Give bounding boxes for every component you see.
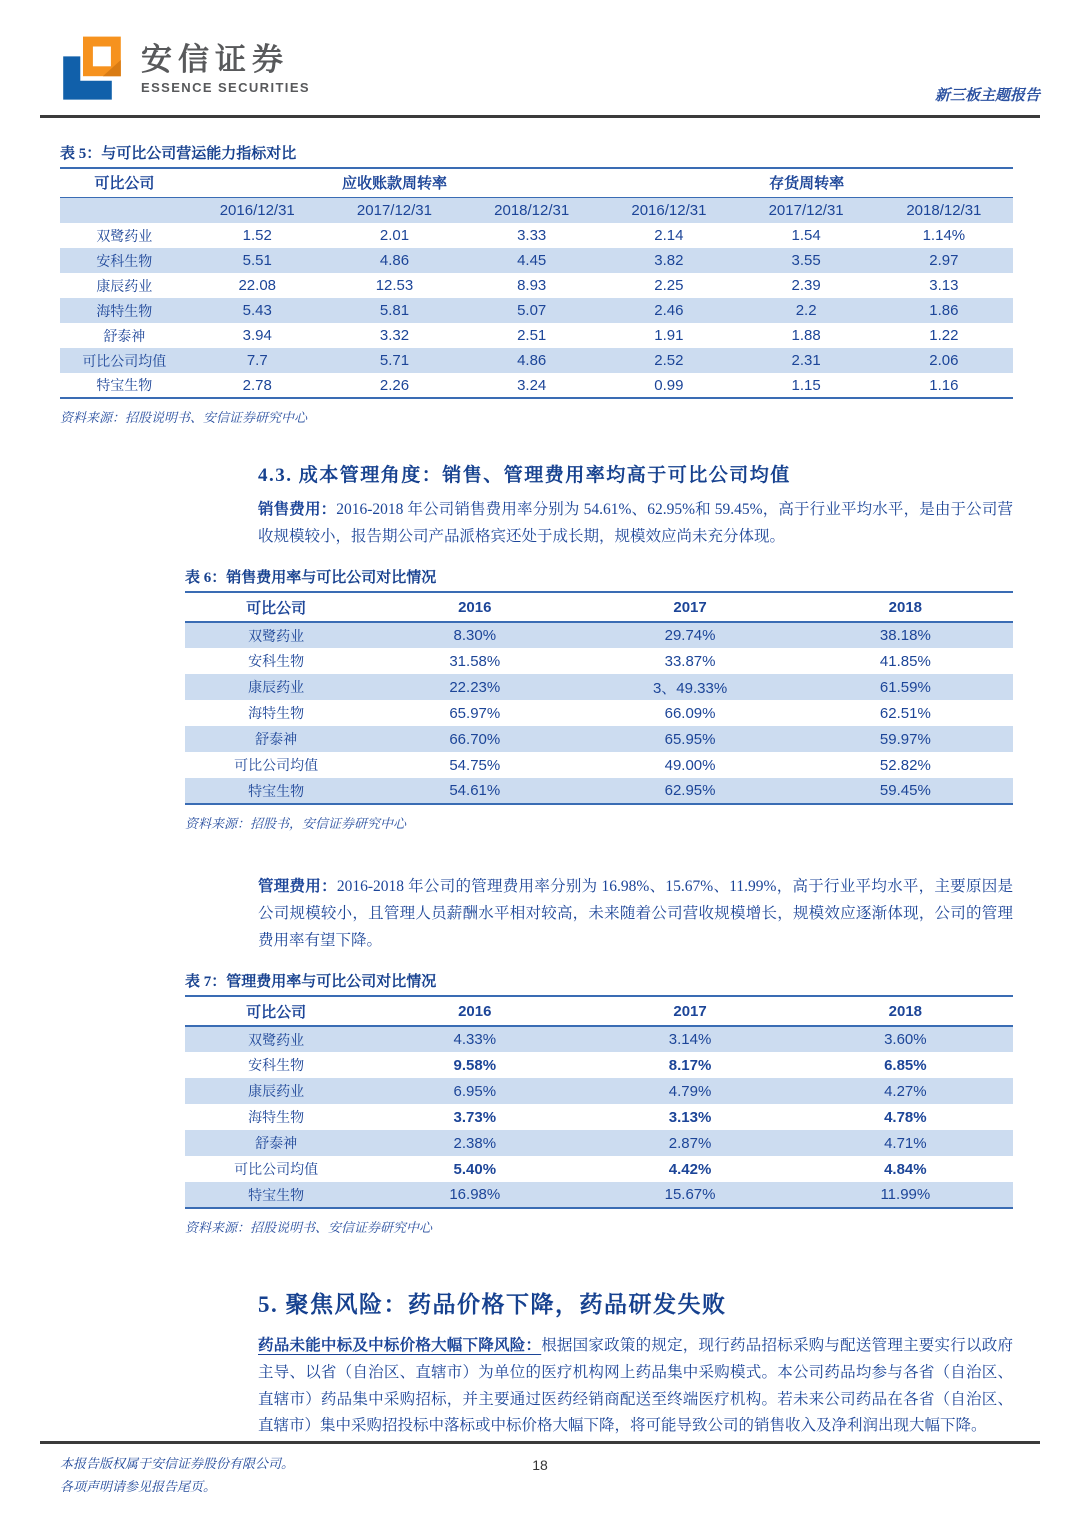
company-name-cell: 海特生物 [96, 304, 153, 320]
company-name-cell: 康辰药业 [248, 681, 305, 697]
value-cell: 12.53 [375, 277, 414, 294]
value-cell: 1.15 [791, 376, 821, 394]
table-row [185, 1026, 1013, 1052]
paragraph-body: 2016-2018 年公司的管理费用率分别为 16.98%、15.67%、11.99%，高于行业平均水平，主要原因是公司规模较小，且管理人员薪酬水平相对较高，未来随着公司营收规模增长，规模效应逐渐体现，公司的管理费用率有望下降。 [258, 878, 1013, 949]
company-name-cell: 可比公司均值 [82, 354, 167, 370]
table7-section [185, 970, 1013, 1236]
value-cell: 1.88 [791, 327, 821, 344]
value-cell: 0.99 [654, 376, 684, 394]
table5-body [60, 223, 1013, 398]
value-cell: 65.97% [449, 704, 501, 722]
table-row [185, 778, 1013, 804]
table-row [185, 1130, 1013, 1156]
value-cell: 16.98% [449, 1186, 501, 1204]
value-cell: 61.59% [879, 678, 931, 696]
section-4-3-heading: 4.3. 成本管理角度：销售、管理费用率均高于可比公司均值 [258, 465, 791, 486]
empty-header-cell [60, 197, 189, 223]
risk-paragraph-lead: 药品未能中标及中标价格大幅下降风险： [258, 1337, 542, 1355]
year-header: 2018 [798, 592, 1013, 622]
value-cell: 4.78% [884, 1108, 927, 1126]
table5-date-header-row [60, 197, 1013, 223]
value-cell: 3.14% [668, 1031, 712, 1049]
value-cell: 29.74% [664, 627, 716, 645]
value-cell: 4.33% [453, 1031, 497, 1049]
paragraph-lead: 管理费用： [258, 878, 337, 896]
company-name-cell: 特宝生物 [248, 784, 305, 800]
year-header: 2016 [367, 592, 582, 622]
value-cell: 1.16 [929, 376, 959, 394]
company-name-cell: 康辰药业 [248, 1085, 305, 1101]
column-header: 可比公司 [185, 592, 367, 622]
value-cell: 59.97% [879, 730, 931, 748]
value-cell: 52.82% [879, 756, 931, 774]
table-row [185, 1182, 1013, 1208]
value-cell: 2.38% [453, 1134, 497, 1152]
table7-body [185, 1026, 1013, 1208]
table6 [185, 591, 1013, 805]
value-cell: 3.13% [668, 1108, 712, 1126]
table-row [60, 223, 1013, 248]
value-cell: 66.09% [664, 704, 716, 722]
company-name-cell: 安科生物 [96, 254, 153, 270]
value-cell: 1.14% [922, 227, 966, 244]
value-cell: 1.91 [654, 327, 684, 344]
value-cell: 3.32 [379, 327, 410, 344]
date-header: 2017/12/31 [326, 197, 463, 223]
value-cell: 11.99% [880, 1186, 931, 1204]
table-row [60, 348, 1013, 373]
value-cell: 7.7 [246, 352, 268, 369]
date-header: 2018/12/31 [463, 197, 600, 223]
report-content [60, 118, 1013, 1440]
company-name-cell: 特宝生物 [248, 1188, 305, 1204]
table7 [185, 995, 1013, 1209]
value-cell: 6.85% [884, 1056, 927, 1074]
value-cell: 38.18% [879, 627, 931, 645]
value-cell: 2.52 [654, 352, 684, 369]
page-footer [40, 1441, 1040, 1499]
company-name-cell: 双鹭药业 [248, 629, 305, 645]
value-cell: 2.14 [654, 227, 684, 244]
table-row [60, 273, 1013, 298]
risk-paragraph [258, 1333, 1013, 1440]
column-group-header: 应收账款周转率 [189, 168, 601, 197]
brand-text [141, 43, 310, 95]
value-cell: 9.58% [453, 1056, 497, 1074]
value-cell: 2.78 [242, 376, 272, 394]
value-cell: 2.25 [654, 277, 684, 294]
value-cell: 2.31 [791, 352, 821, 369]
value-cell: 3.24 [517, 376, 547, 394]
admin-expense-paragraph [258, 874, 1013, 954]
value-cell: 41.85% [879, 652, 931, 670]
table-row [185, 1078, 1013, 1104]
column-header: 可比公司 [185, 996, 367, 1026]
value-cell: 8.17% [668, 1056, 712, 1074]
company-name-cell: 舒泰神 [255, 1137, 298, 1153]
table-row [185, 752, 1013, 778]
value-cell: 2.39 [791, 277, 821, 294]
value-cell: 8.30% [453, 627, 497, 645]
value-cell: 2.51 [517, 327, 547, 344]
value-cell: 5.81 [379, 302, 410, 319]
value-cell: 33.87% [664, 652, 716, 670]
date-header: 2016/12/31 [600, 197, 737, 223]
table7-title: 表 7：管理费用率与可比公司对比情况 [185, 974, 437, 991]
year-header: 2016 [367, 996, 582, 1026]
value-cell: 1.86 [929, 302, 959, 319]
brand-name-cn: 安信证券 [141, 41, 289, 77]
table-row [185, 1052, 1013, 1078]
table5-source: 资料来源：招股说明书、安信证券研究中心 [60, 410, 308, 425]
company-name-cell: 可比公司均值 [234, 759, 319, 775]
value-cell: 54.75% [449, 756, 501, 774]
section-5-heading: 5. 聚焦风险：药品价格下降，药品研发失败 [258, 1292, 727, 1318]
value-cell: 3.55 [791, 252, 821, 269]
table-row [60, 248, 1013, 273]
value-cell: 4.45 [517, 252, 547, 269]
section-5 [258, 1286, 1013, 1440]
page-header [40, 0, 1040, 118]
year-header: 2017 [582, 996, 797, 1026]
value-cell: 2.87% [668, 1134, 712, 1152]
value-cell: 6.95% [453, 1082, 497, 1100]
date-header: 2018/12/31 [875, 197, 1013, 223]
company-name-cell: 安科生物 [248, 655, 305, 671]
value-cell: 4.79% [668, 1082, 712, 1100]
risk-paragraph-body: 根据国家政策的规定，现行药品招标采购与配送管理主要实行以政府主导、以省（自治区、直辖市）为单位的医疗机构网上药品集中采购模式。本公司药品均参与各省（自治区、直辖市）药品集中采购招标，并主要通过医药经销商配送至终端医疗机构。若未来公司药品在各省（自治区、直辖市）集中采购招投标中落标或中标价格大幅下降，将可能导致公司的销售收入及净利润出现大幅下降。 [258, 1337, 1013, 1435]
value-cell: 66.70% [449, 730, 501, 748]
value-cell: 8.93 [517, 277, 547, 294]
value-cell: 2.97 [929, 252, 959, 269]
table7-header-row [185, 996, 1013, 1026]
company-name-cell: 海特生物 [248, 707, 305, 723]
table-row [185, 648, 1013, 674]
value-cell: 3.13 [929, 277, 959, 294]
value-cell: 15.67% [664, 1186, 716, 1204]
value-cell: 5.40% [453, 1160, 497, 1178]
column-header: 可比公司 [60, 168, 189, 197]
value-cell: 5.43 [242, 302, 272, 319]
value-cell: 3.82 [654, 252, 684, 269]
company-name-cell: 特宝生物 [96, 379, 153, 394]
footer-line2: 各项声明请参见报告尾页。 [60, 1478, 217, 1494]
report-type-label: 新三板主题报告 [934, 88, 1040, 104]
company-name-cell: 双鹭药业 [96, 229, 153, 245]
company-name-cell: 海特生物 [248, 1111, 305, 1127]
table5-title: 表 5：与可比公司营运能力指标对比 [60, 146, 297, 162]
table-row [185, 674, 1013, 700]
brand-logo [40, 32, 310, 106]
year-header: 2017 [582, 592, 797, 622]
value-cell: 65.95% [664, 730, 716, 748]
value-cell: 1.54 [791, 227, 821, 244]
table5 [60, 167, 1013, 399]
table6-title: 表 6：销售费用率与可比公司对比情况 [185, 570, 437, 587]
table-row [185, 726, 1013, 752]
value-cell: 49.00% [664, 756, 716, 774]
value-cell: 31.58% [449, 652, 501, 670]
essence-securities-logo-icon [56, 32, 128, 106]
table-row [185, 1156, 1013, 1182]
table6-body [185, 622, 1013, 804]
table-row [185, 700, 1013, 726]
value-cell: 3.73% [453, 1108, 497, 1126]
value-cell: 5.51 [242, 252, 272, 269]
page-number: 18 [532, 1457, 548, 1473]
value-cell: 4.86 [379, 252, 410, 269]
company-name-cell: 可比公司均值 [234, 1163, 319, 1179]
year-header: 2018 [798, 996, 1013, 1026]
value-cell: 62.95% [664, 782, 716, 800]
company-name-cell: 舒泰神 [103, 329, 146, 345]
value-cell: 3.94 [242, 327, 272, 344]
value-cell: 54.61% [449, 782, 501, 800]
date-header: 2016/12/31 [189, 197, 326, 223]
table6-section [185, 566, 1013, 832]
value-cell: 3、49.33% [652, 679, 728, 697]
value-cell: 4.27% [884, 1082, 927, 1100]
company-name-cell: 安科生物 [248, 1059, 305, 1075]
table7-source: 资料来源：招股说明书、安信证券研究中心 [185, 1220, 433, 1236]
value-cell: 1.52 [242, 227, 272, 244]
table-row [60, 298, 1013, 323]
table5-group-header-row [60, 168, 1013, 197]
table-row [60, 373, 1013, 398]
brand-name-en: ESSENCE SECURITIES [141, 80, 310, 96]
column-group-header: 存货周转率 [600, 168, 1013, 197]
value-cell: 2.2 [795, 302, 817, 319]
value-cell: 22.08 [238, 277, 277, 294]
value-cell: 62.51% [879, 704, 931, 722]
value-cell: 4.71% [884, 1134, 927, 1152]
table-row [60, 323, 1013, 348]
table-row [185, 1104, 1013, 1130]
paragraph-body: 2016-2018 年公司销售费用率分别为 54.61%、62.95%和 59.45%，高于行业平均水平，是由于公司营收规模较小，报告期公司产品派格宾还处于成长期，规模效应尚未充分体现。 [258, 501, 1013, 545]
value-cell: 59.45% [879, 782, 931, 800]
value-cell: 5.07 [517, 302, 547, 319]
value-cell: 4.42% [668, 1160, 712, 1178]
paragraph-lead: 销售费用： [258, 501, 337, 518]
company-name-cell: 双鹭药业 [248, 1033, 305, 1049]
value-cell: 2.06 [929, 352, 959, 369]
value-cell: 4.86 [517, 352, 547, 369]
table6-header-row [185, 592, 1013, 622]
selling-expense-paragraph [258, 497, 1013, 550]
table-row [185, 622, 1013, 648]
value-cell: 22.23% [449, 678, 501, 696]
value-cell: 5.71 [379, 352, 410, 369]
table6-source: 资料来源：招股书，安信证券研究中心 [185, 816, 407, 832]
value-cell: 2.01 [379, 227, 410, 244]
value-cell: 1.22 [929, 327, 959, 344]
value-cell: 2.46 [654, 302, 684, 319]
value-cell: 3.60% [884, 1031, 927, 1049]
company-name-cell: 康辰药业 [96, 279, 153, 295]
date-header: 2017/12/31 [738, 197, 875, 223]
section-4-3 [258, 460, 1013, 550]
table5-section [60, 118, 1013, 426]
value-cell: 4.84% [884, 1160, 927, 1178]
value-cell: 3.33 [517, 227, 547, 244]
footer-line1: 本报告版权属于安信证券股份有限公司。 [60, 1456, 295, 1471]
value-cell: 2.26 [379, 376, 410, 394]
company-name-cell: 舒泰神 [255, 733, 298, 749]
